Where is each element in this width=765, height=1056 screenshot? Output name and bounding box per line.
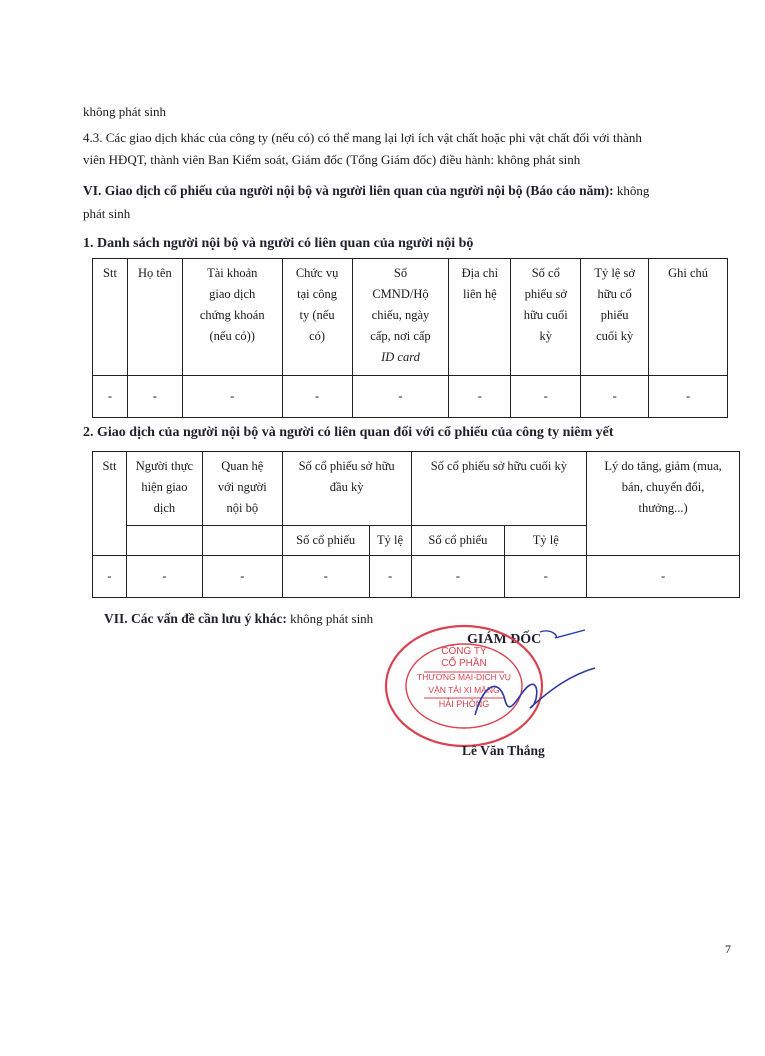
page-number: 7 [725,942,731,956]
table1 [92,258,728,418]
section6-tail: không [613,183,650,198]
t2-sub-open-ratio: Tỷ lệ [369,526,411,556]
para-4-3-line2: viên HĐQT, thành viên Ban Kiểm soát, Giám đốc (Tổng Giám đốc) điều hành: không phát sinh [83,152,581,167]
t1-h-id: Số CMND/Hộ chiếu, ngày cấp, nơi cấp ID card [352,259,449,376]
table-row: - - - - - - - - - [93,376,728,418]
table1-heading: 1. Danh sách người nội bộ và người có liên quan của người nội bộ [83,236,474,251]
company-stamp [380,620,600,760]
t2-sub-close-ratio: Tỷ lệ [505,526,587,556]
t1-h-note: Ghi chú [649,259,728,376]
t2-h-reason: Lý do tăng, giảm (mua, bán, chuyển đổi, thưởng...) [587,452,740,556]
t1-h-ratio: Tỷ lệ sở hữu cổ phiếu cuối kỳ [581,259,649,376]
para-4-3-line1: 4.3. Các giao dịch khác của công ty (nếu có) có thể mang lại lợi ích vật chất hoặc phi vật chất đối với thành [83,130,642,145]
table-row: - - - - - - - - [93,556,740,598]
t2-h-close: Số cổ phiếu sở hữu cuối kỳ [411,452,587,526]
t2-h-stt: Stt [93,452,127,556]
stamp-line4: VẬN TẢI XI MĂNG [428,685,500,695]
section6-line1 [83,180,649,202]
table2-header-row [93,452,740,526]
stamp-line5: HẢI PHÒNG [438,699,490,709]
t2-h-person: Người thực hiện giao dịch [126,452,202,526]
section7 [104,608,373,630]
section7-title: VII. Các vấn đề cần lưu ý khác: [104,611,287,626]
t2-h-open: Số cổ phiếu sở hữu đầu kỳ [282,452,411,526]
stamp-line2: CỔ PHẦN [441,658,487,669]
section6-title: VI. Giao dịch cổ phiếu của người nội bộ và người liên quan của người nội bộ (Báo cáo năm): [83,183,614,198]
signature-role: GIÁM ĐỐC [467,632,542,647]
table2-heading: 2. Giao dịch của người nội bộ và người có liên quan đối với cổ phiếu của công ty niêm yết [83,425,614,440]
section6-line2: phát sinh [83,206,131,221]
stamp-line3: THƯƠNG MẠI-DỊCH VỤ [417,672,511,682]
table2 [92,451,740,598]
t1-h-shares: Số cổ phiếu sở hữu cuối kỳ [511,259,581,376]
t1-h-address: Địa chỉ liên hệ [449,259,511,376]
t1-h-name: Họ tên [127,259,182,376]
t2-sub-close-shares: Số cổ phiếu [411,526,505,556]
section7-tail: không phát sinh [286,611,374,626]
top-line: không phát sinh [83,104,167,119]
t1-h-stt: Stt [93,259,128,376]
stamp-line1: CÔNG TY [441,646,487,657]
t2-h-relation: Quan hệ với người nội bộ [202,452,282,526]
t2-sub-open-shares: Số cổ phiếu [282,526,369,556]
signature-name: Lê Văn Thắng [462,743,545,758]
t1-h-account: Tài khoản giao dịch chứng khoán (nếu có)) [182,259,282,376]
table1-header-row [93,259,728,376]
t1-h-position: Chức vụ tại công ty (nếu có) [282,259,352,376]
